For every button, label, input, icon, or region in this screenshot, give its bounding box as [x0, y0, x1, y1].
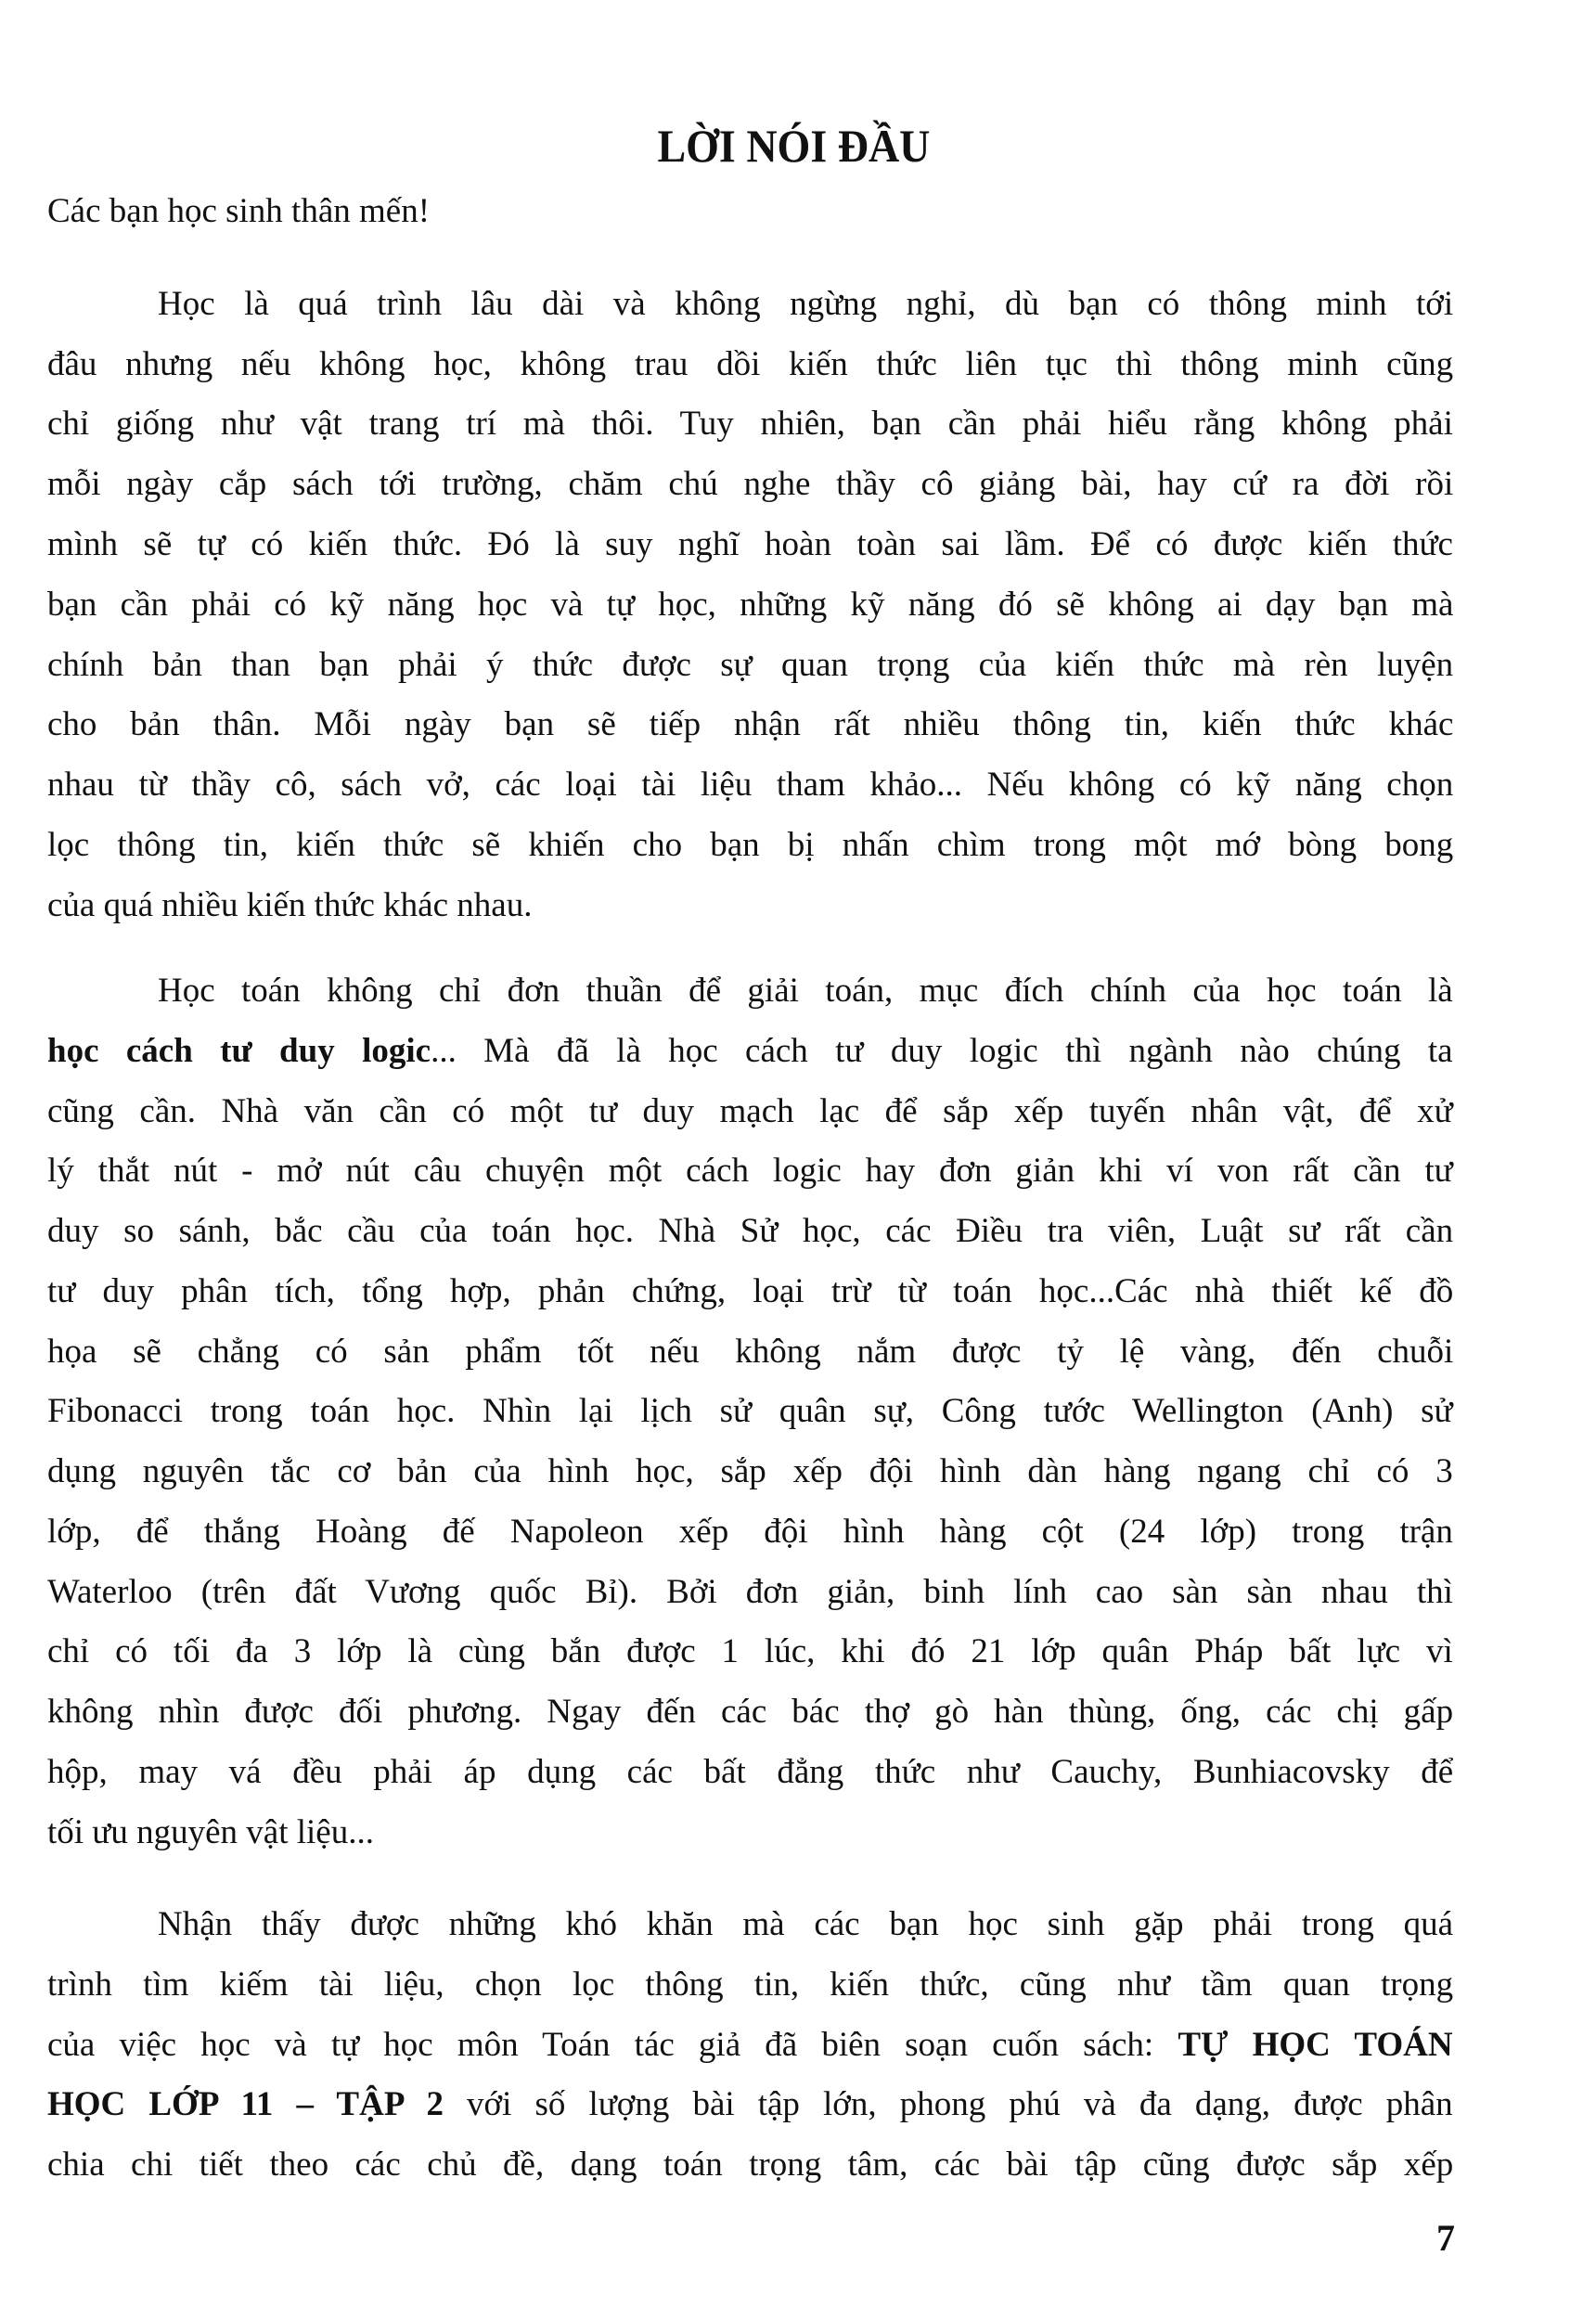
text-line: mình sẽ tự có kiến thức. Đó là suy nghĩ hoàn toàn sai lầm. Để có được kiến thức [47, 525, 1453, 563]
text-line: Fibonacci trong toán học. Nhìn lại lịch sử quân sự, Công tước Wellington (Anh) sử [47, 1392, 1453, 1430]
text-line: trình tìm kiếm tài liệu, chọn lọc thông tin, kiến thức, cũng như tầm quan trọng [47, 1966, 1454, 2004]
text-line: chỉ giống như vật trang trí mà thôi. Tuy nhiên, bạn cần phải hiểu rằng không phải [47, 405, 1453, 443]
text-line: Học là quá trình lâu dài và không ngừng nghỉ, dù bạn có thông minh tới [158, 285, 1454, 323]
text-line: Nhận thấy được những khó khăn mà các bạn học sinh gặp phải trong quá [158, 1905, 1454, 1943]
text-run: với số lượng bài tập lớn, phong phú và đa dạng, được phân [443, 2085, 1453, 2123]
text-line: Học toán không chỉ đơn thuần để giải toán, mục đích chính của học toán là [158, 972, 1453, 1010]
text-line: Waterloo (trên đất Vương quốc Bỉ). Bởi đơn giản, binh lính cao sàn sàn nhau thì [47, 1573, 1453, 1611]
text-line: đâu nhưng nếu không học, không trau dồi kiến thức liên tục thì thông minh cũng [47, 345, 1454, 383]
text-line: cho bản thân. Mỗi ngày bạn sẽ tiếp nhận rất nhiều thông tin, kiến thức khác [47, 705, 1454, 743]
book-title-part-2: HỌC LỚP 11 – TẬP 2 [47, 2085, 444, 2123]
text-line-with-bold [47, 1031, 1453, 1072]
text-run: của việc học và tự học môn Toán tác giả đã biên soạn cuốn sách: [47, 2026, 1178, 2064]
text-line: tư duy phân tích, tổng hợp, phản chứng, loại trừ từ toán học...Các nhà thiết kế đồ [47, 1272, 1454, 1310]
text-line: bạn cần phải có kỹ năng học và tự học, những kỹ năng đó sẽ không ai dạy bạn mà [47, 586, 1454, 624]
text-line: dụng nguyên tắc cơ bản của hình học, sắp xếp đội hình dàn hàng ngang chỉ có 3 [47, 1452, 1453, 1490]
text-line: họa sẽ chẳng có sản phẩm tốt nếu không nắm được tỷ lệ vàng, đến chuỗi [47, 1333, 1454, 1371]
bold-phrase: học cách tư duy logic [47, 1032, 431, 1070]
text-line: chia chi tiết theo các chủ đề, dạng toán trọng tâm, các bài tập cũng được sắp xếp [47, 2146, 1454, 2184]
text-line-with-bold [47, 2025, 1453, 2066]
text-line: cũng cần. Nhà văn cần có một tư duy mạch lạc để sắp xếp tuyến nhân vật, để xử [47, 1092, 1453, 1130]
text-line: lọc thông tin, kiến thức sẽ khiến cho bạn bị nhấn chìm trong một mớ bòng bong [47, 826, 1454, 864]
text-line: lý thắt nút - mở nút câu chuyện một cách logic hay đơn giản khi ví von rất cần tư [47, 1152, 1453, 1190]
text-line: chính bản than bạn phải ý thức được sự quan trọng của kiến thức mà rèn luyện [47, 646, 1454, 684]
greeting: Các bạn học sinh thân mến! [47, 192, 431, 230]
text-line-with-bold [47, 2084, 1453, 2125]
text-line: duy so sánh, bắc cầu của toán học. Nhà Sử học, các Điều tra viên, Luật sư rất cần [47, 1212, 1454, 1250]
text-line: mỗi ngày cắp sách tới trường, chăm chú nghe thầy cô giảng bài, hay cứ ra đời rồi [47, 465, 1454, 503]
text-line: của quá nhiều kiến thức khác nhau. [47, 886, 533, 924]
text-line: lớp, để thắng Hoàng đế Napoleon xếp đội hình hàng cột (24 lớp) trong trận [47, 1513, 1453, 1551]
text-line: không nhìn được đối phương. Ngay đến các bác thợ gò hàn thùng, ống, các chị gấp [47, 1693, 1454, 1731]
text-line: chỉ có tối đa 3 lớp là cùng bắn được 1 lúc, khi đó 21 lớp quân Pháp bất lực vì [47, 1632, 1453, 1670]
text-line: hộp, may vá đều phải áp dụng các bất đẳng thức như Cauchy, Bunhiacovsky để [47, 1753, 1454, 1791]
text-line: tối ưu nguyên vật liệu... [47, 1813, 374, 1851]
text-line: nhau từ thầy cô, sách vở, các loại tài liệu tham khảo... Nếu không có kỹ năng chọn [47, 766, 1454, 804]
page-number: 7 [1436, 2217, 1455, 2259]
book-title-part-1: TỰ HỌC TOÁN [1178, 2026, 1453, 2064]
text-run: ... Mà đã là học cách tư duy logic thì ngành nào chúng ta [431, 1032, 1453, 1070]
page-title: LỜI NÓI ĐẦU [657, 120, 931, 172]
